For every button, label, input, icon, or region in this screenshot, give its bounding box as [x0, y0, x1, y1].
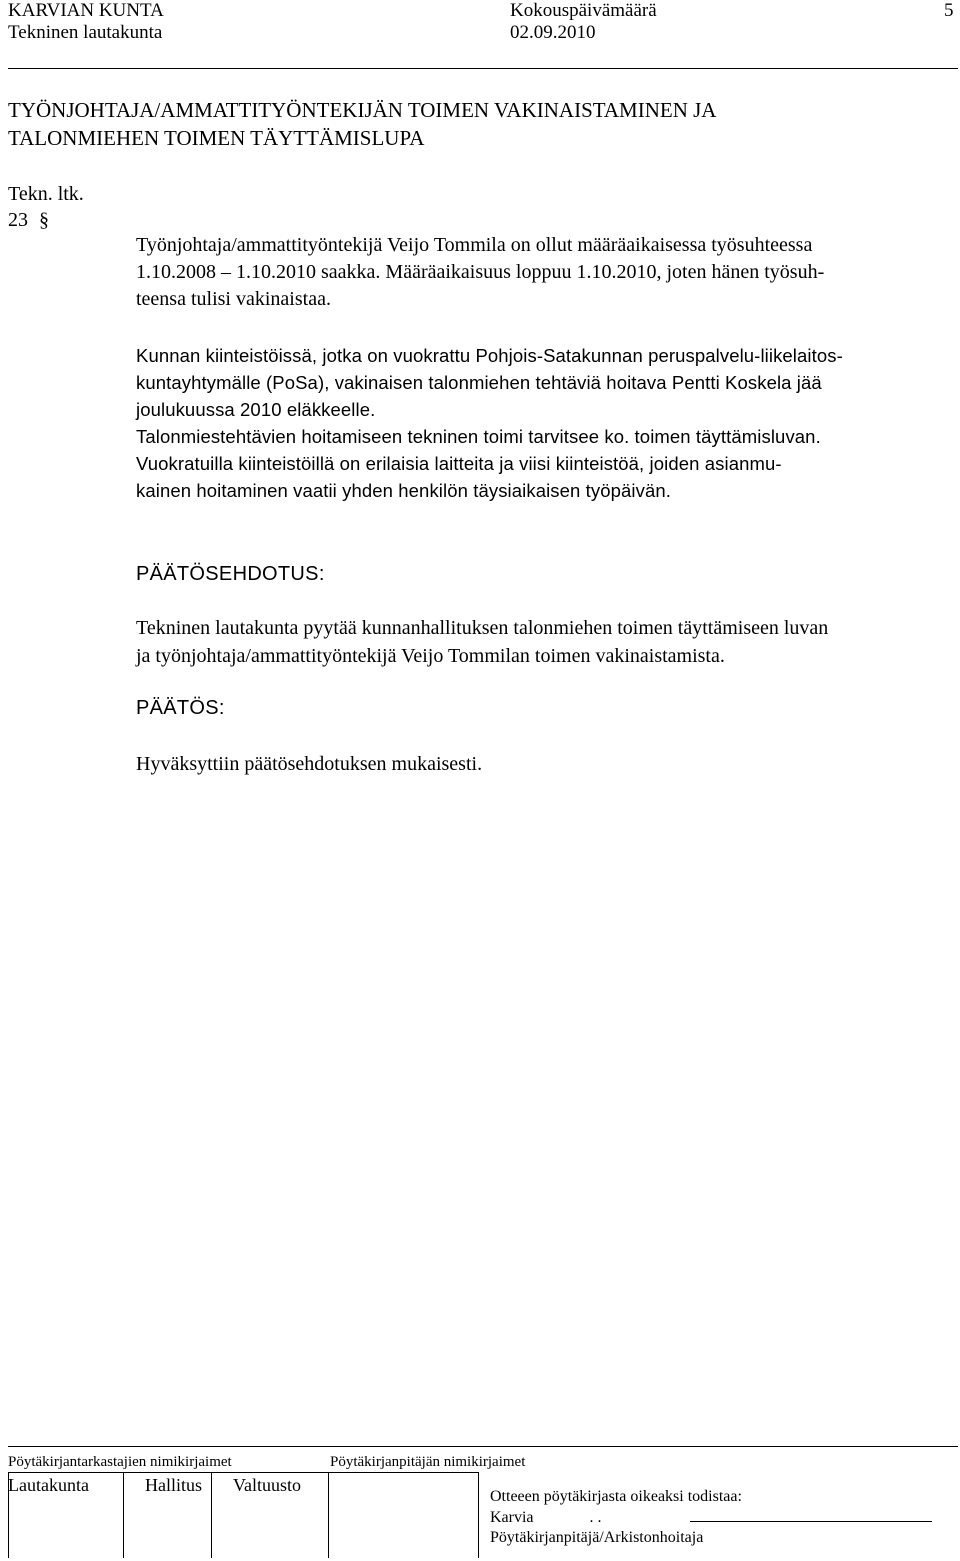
para2-line-2: kuntayhtymälle (PoSa), vakinaisen talonmiehen tehtäviä hoitava Pentti Koskela jää — [136, 372, 822, 393]
para2-line-3: joulukuussa 2010 eläkkeelle. — [136, 399, 376, 420]
para2-line-6: kainen hoitaminen vaatii yhden henkilön täysiaikaisen työpäivän. — [136, 480, 672, 501]
section-number — [8, 208, 49, 233]
para1-line-2: 1.10.2008 – 1.10.2010 saakka. Määräaikaisuus loppuu 1.10.2010, joten hänen työsuh- — [136, 261, 825, 283]
section-ref: Tekn. ltk. — [8, 183, 84, 205]
title-line-1: TYÖNJOHTAJA/AMMATTITYÖNTEKIJÄN TOIMEN VAKINAISTAMINEN JA — [8, 98, 717, 122]
meeting-date: 02.09.2010 — [510, 22, 596, 43]
title-line-2: TALONMIEHEN TOIMEN TÄYTTÄMISLUPA — [8, 126, 425, 150]
para2-line-5: Vuokratuilla kiinteistöillä on erilaisia laitteita ja viisi kiinteistöä, joiden asianmu- — [136, 453, 782, 474]
col-lautakunta: Lautakunta — [8, 1475, 89, 1495]
para1-line-1: Työnjohtaja/ammattityöntekijä Veijo Tommila on ollut määräaikaisessa työsuhteessa — [136, 234, 813, 256]
footer-divider-1 — [8, 1472, 9, 1558]
para2-line-4: Talonmiestehtävien hoitamiseen tekninen toimi tarvitsee ko. toimen täyttämisluvan. — [136, 426, 821, 447]
footer-top-rule — [8, 1446, 958, 1447]
page-number: 5 — [944, 0, 954, 21]
reviewers-label: Pöytäkirjantarkastajien nimikirjaimet — [8, 1454, 232, 1470]
signature-line — [690, 1521, 932, 1522]
header-divider — [8, 68, 958, 69]
doc-type-label: Kokouspäivämäärä — [510, 0, 657, 21]
proposal-line-1: Tekninen lautakunta pyytää kunnanhallituksen talonmiehen toimen täyttämiseen luvan — [136, 617, 829, 639]
footer-label-rule — [8, 1472, 478, 1473]
certification-place-name: Karvia — [490, 1509, 534, 1526]
certification-place — [490, 1507, 602, 1528]
footer-divider-4 — [328, 1472, 329, 1558]
committee-name: Tekninen lautakunta — [8, 22, 163, 43]
certification-signer: Pöytäkirjanpitäjä/Arkistonhoitaja — [490, 1529, 704, 1546]
decision-heading: PÄÄTÖS: — [136, 697, 225, 719]
decision-text: Hyväksyttiin päätösehdotuksen mukaisesti. — [136, 753, 483, 775]
proposal-line-2: ja työnjohtaja/ammattityöntekijä Veijo Tommilan toimen vakinaistamista. — [136, 645, 725, 667]
section-number-value: 23 — [8, 209, 28, 231]
col-valtuusto: Valtuusto — [233, 1475, 302, 1495]
footer-divider-5 — [478, 1472, 479, 1558]
col-hallitus: Hallitus — [145, 1475, 202, 1495]
para2-line-1: Kunnan kiinteistöissä, jotka on vuokrattu Pohjois-Satakunnan peruspalvelu-liikelaitos- — [136, 345, 843, 366]
secretary-label: Pöytäkirjanpitäjän nimikirjaimet — [330, 1454, 526, 1470]
footer-divider-3 — [211, 1472, 212, 1558]
org-name: KARVIAN KUNTA — [8, 0, 164, 21]
certification-title: Otteeen pöytäkirjasta oikeaksi todistaa: — [490, 1488, 742, 1505]
proposal-heading: PÄÄTÖSEHDOTUS: — [136, 563, 325, 585]
certification-date-dots: . . — [589, 1509, 602, 1526]
section-symbol: § — [39, 209, 49, 231]
footer-divider-2 — [123, 1472, 124, 1558]
para1-line-3: teensa tulisi vakinaistaa. — [136, 288, 331, 310]
